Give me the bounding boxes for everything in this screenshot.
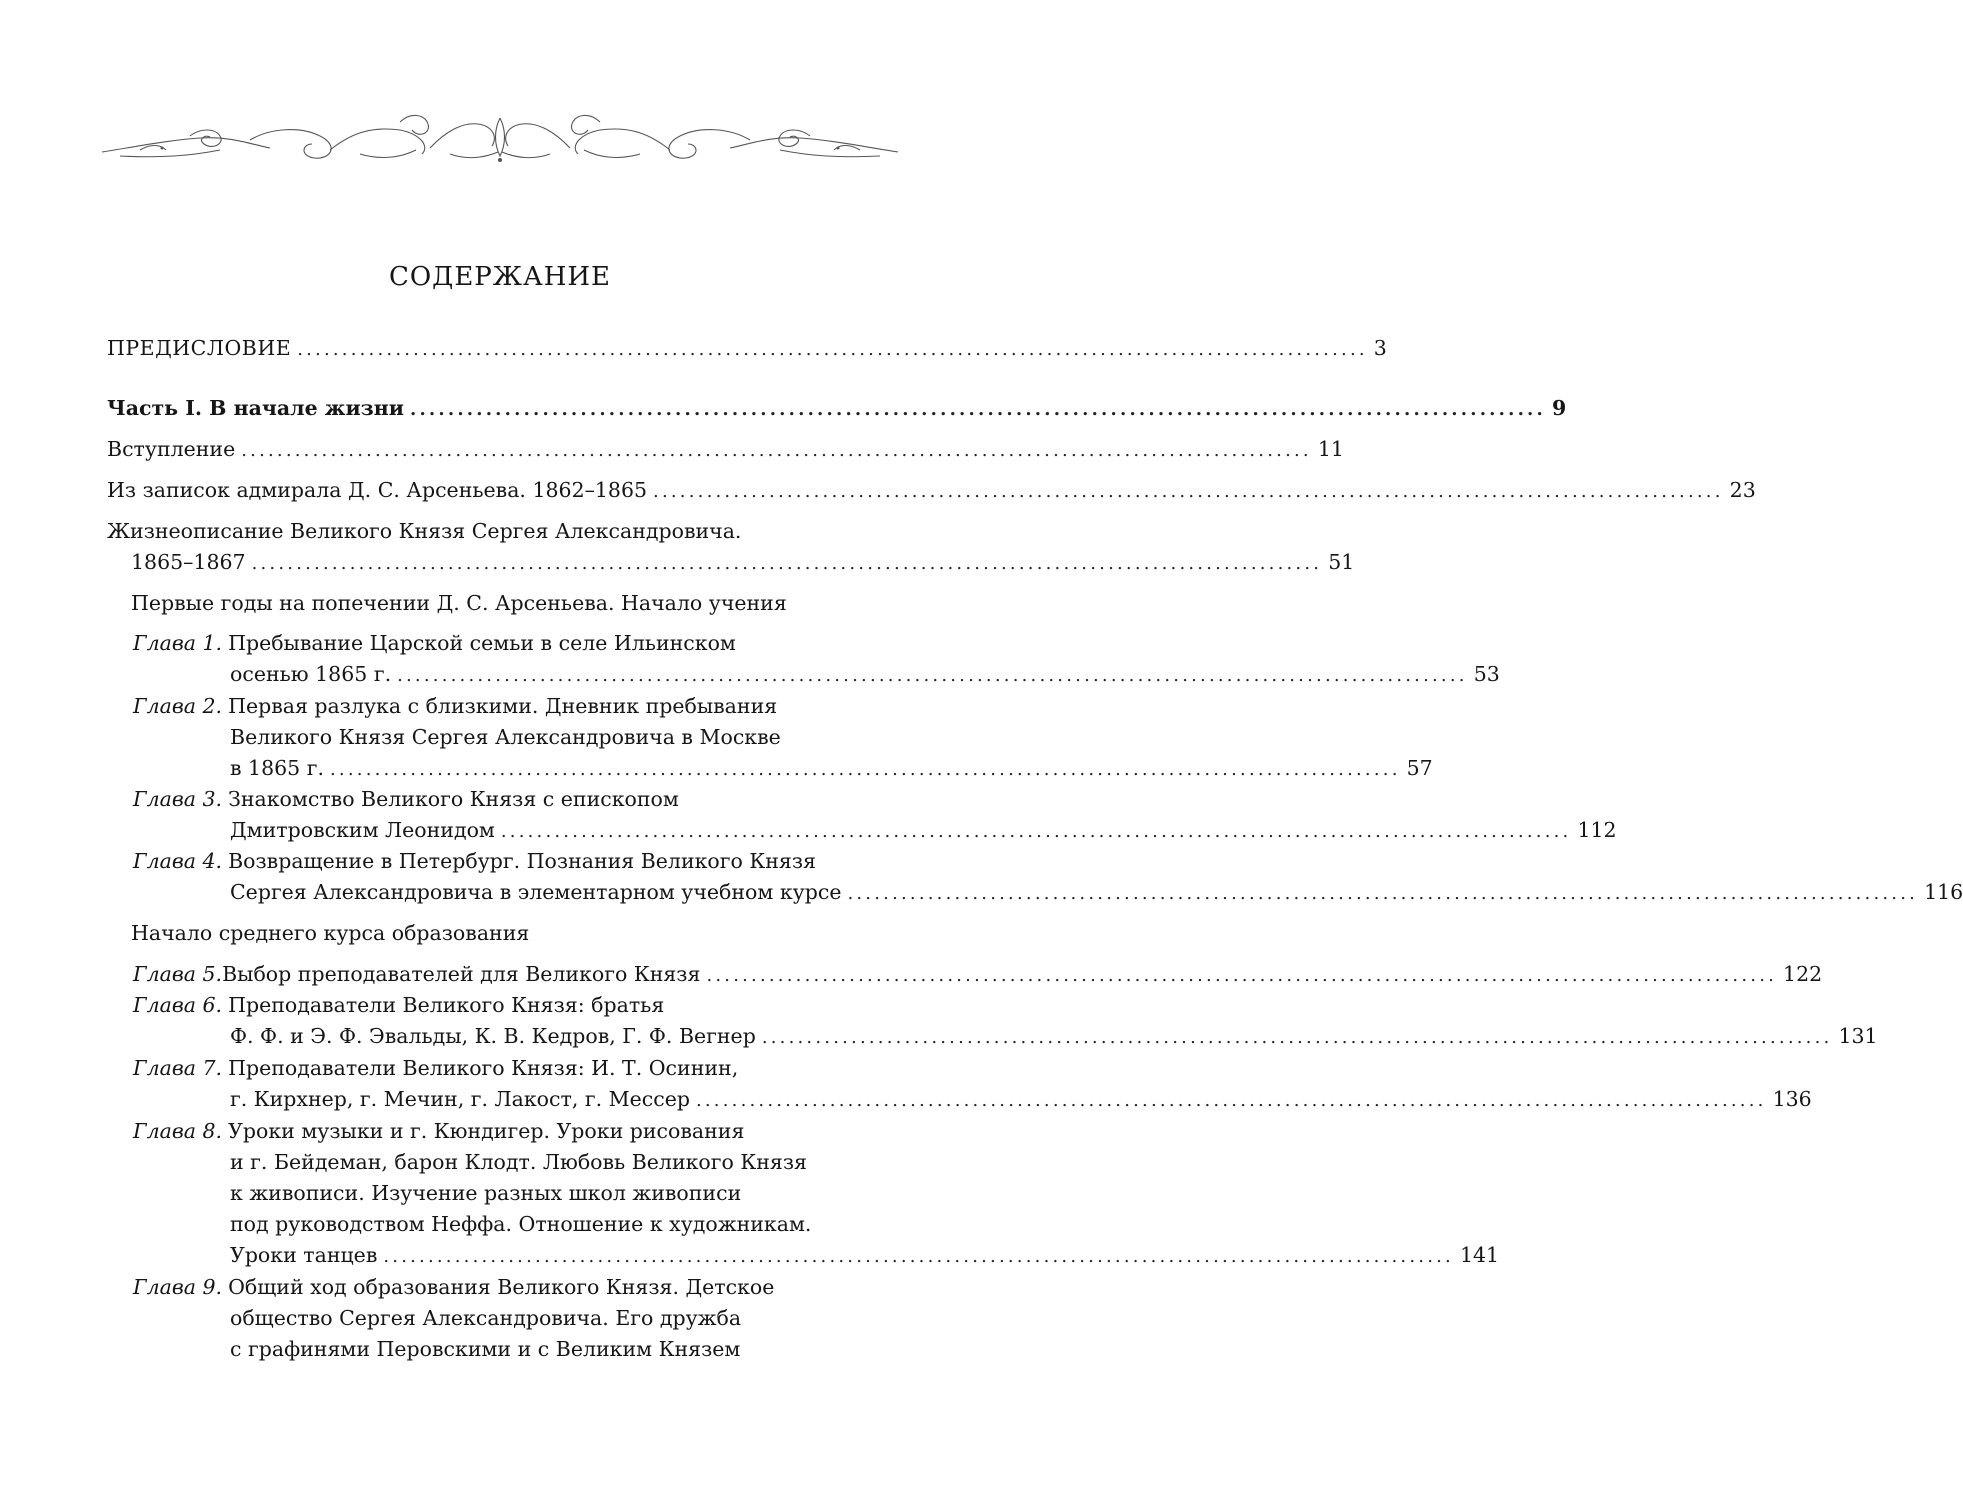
- toc-entry-text: Первая разлука с близкими. Дневник пребывания: [228, 694, 778, 718]
- leader-dots: ........................................................................................................................: [847, 883, 1919, 904]
- toc-page-number: 141: [1459, 1243, 1500, 1267]
- toc-entry-text: Первые годы на попечении Д. С. Арсеньева. Начало учения: [131, 591, 787, 615]
- toc-subsection-heading: [131, 916, 529, 950]
- toc-chapter-continuation: [230, 720, 781, 754]
- toc-entry-text: Знакомство Великого Князя с епископом: [228, 787, 679, 811]
- chapter-label: Глава 7.: [133, 1056, 223, 1080]
- toc-page-number: 3: [1373, 336, 1387, 360]
- chapter-label: Глава 4.: [133, 849, 223, 873]
- leader-dots: ........................................................................................................................: [241, 440, 1312, 461]
- toc-entry-text: Уроки танцев: [230, 1243, 378, 1267]
- toc-entry-text: Общий ход образования Великого Князя. Детское: [228, 1275, 775, 1299]
- toc-part-heading: [107, 391, 1567, 425]
- toc-chapter-continuation: [230, 1176, 741, 1210]
- toc-chapter-continuation: [230, 1082, 1812, 1116]
- toc-entry-text: осенью 1865 г.: [230, 662, 392, 686]
- chapter-label: Глава 9.: [133, 1275, 223, 1299]
- page-title: СОДЕРЖАНИЕ: [388, 262, 612, 292]
- chapter-label: Глава 3.: [133, 787, 223, 811]
- toc-chapter-continuation: [230, 875, 1963, 909]
- chapter-label: Глава 6.: [133, 993, 223, 1017]
- toc-chapter: [133, 957, 1823, 991]
- toc-entry-preface: [107, 331, 1387, 365]
- toc-entry: [107, 473, 1756, 507]
- toc-entry: [107, 514, 741, 548]
- toc-chapter: [133, 1114, 744, 1148]
- toc-entry-text: Преподаватели Великого Князя: И. Т. Осинин,: [228, 1056, 739, 1080]
- toc-entry-text: в 1865 г.: [230, 756, 325, 780]
- toc-entry-text: Начало среднего курса образования: [131, 921, 530, 945]
- leader-dots: ........................................................................................................................: [761, 1027, 1833, 1048]
- toc-page-number: 51: [1328, 550, 1355, 574]
- toc-chapter-continuation: [230, 751, 1433, 785]
- toc-entry-text: г. Кирхнер, г. Мечин, г. Лакост, г. Мессер: [230, 1087, 690, 1111]
- toc-entry: [107, 432, 1344, 466]
- toc-entry-text: 1865–1867: [131, 550, 246, 574]
- toc-entry-text: Жизнеописание Великого Князя Сергея Александровича.: [107, 519, 742, 543]
- toc-chapter: [133, 689, 777, 723]
- toc-page-number: 131: [1838, 1024, 1878, 1048]
- toc-entry-text: Из записок адмирала Д. С. Арсеньева. 1862–1865: [107, 478, 648, 502]
- toc-chapter-continuation: [230, 1207, 811, 1241]
- toc-chapter: [133, 626, 736, 660]
- toc-entry-text: общество Сергея Александровича. Его дружба: [230, 1306, 742, 1330]
- toc-chapter-continuation: [230, 1238, 1500, 1272]
- leader-dots: ........................................................................................................................: [653, 481, 1724, 502]
- toc-entry-text: под руководством Неффа. Отношение к художникам.: [230, 1212, 812, 1236]
- toc-entry-text: с графинями Перовскими и с Великим Князем: [230, 1337, 741, 1361]
- leader-dots: ........................................................................................................................: [397, 665, 1468, 686]
- toc-entry-text: Уроки музыки и г. Кюндигер. Уроки рисования: [228, 1119, 745, 1143]
- chapter-label: Глава 5.: [133, 962, 223, 986]
- toc-entry-text: Великого Князя Сергея Александровича в Москве: [230, 725, 781, 749]
- toc-page-number: 116: [1924, 880, 1963, 904]
- toc-chapter-continuation: [230, 1301, 741, 1335]
- toc-chapter: [133, 782, 679, 816]
- toc-entry-text: Ф. Ф. и Э. Ф. Эвальды, К. В. Кедров, Г. Ф. Вегнер: [230, 1024, 756, 1048]
- leader-dots: ........................................................................................................................: [409, 399, 1546, 420]
- leader-dots: ........................................................................................................................: [706, 965, 1778, 986]
- leader-dots: ........................................................................................................................: [500, 821, 1572, 842]
- toc-chapter: [133, 988, 664, 1022]
- toc-page-number: 122: [1783, 962, 1823, 986]
- chapter-label: Глава 2.: [133, 694, 223, 718]
- leader-dots: ........................................................................................................................: [383, 1246, 1454, 1267]
- toc-entry-continuation: [131, 545, 1355, 579]
- toc-page-number: 57: [1406, 756, 1433, 780]
- toc-entry-text: Сергея Александровича в элементарном учебном курсе: [230, 880, 842, 904]
- leader-dots: ........................................................................................................................: [251, 553, 1323, 574]
- toc-chapter-continuation: [230, 813, 1617, 847]
- toc-chapter: [133, 1270, 774, 1304]
- chapter-label: Глава 8.: [133, 1119, 223, 1143]
- toc-entry-text: к живописи. Изучение разных школ живописи: [230, 1181, 742, 1205]
- toc-page-number: 53: [1473, 662, 1500, 686]
- toc-page-number: 11: [1317, 437, 1344, 461]
- toc-entry-text: Часть I. В начале жизни: [107, 396, 404, 420]
- toc-subsection-heading: [131, 586, 787, 620]
- toc-chapter-continuation: [230, 1145, 807, 1179]
- toc-chapter: [133, 844, 816, 878]
- leader-dots: ........................................................................................................................: [695, 1090, 1767, 1111]
- toc-entry-text: Выбор преподавателей для Великого Князя: [222, 962, 701, 986]
- toc-page-number: 23: [1729, 478, 1756, 502]
- toc-chapter: [133, 1051, 738, 1085]
- toc-page-number: 136: [1772, 1087, 1812, 1111]
- chapter-label: Глава 1.: [133, 631, 223, 655]
- toc-entry-text: Пребывание Царской семьи в селе Ильинском: [228, 631, 736, 655]
- leader-dots: ........................................................................................................................: [297, 339, 1368, 360]
- toc-entry-text: Дмитровским Леонидом: [230, 818, 495, 842]
- toc-entry-text: Вступление: [107, 437, 236, 461]
- toc-chapter-continuation: [230, 1332, 740, 1366]
- toc-page-number: 9: [1551, 396, 1567, 420]
- toc-chapter-continuation: [230, 657, 1500, 691]
- toc-chapter-continuation: [230, 1019, 1878, 1053]
- toc-entry-text: и г. Бейдеман, барон Клодт. Любовь Великого Князя: [230, 1150, 807, 1174]
- leader-dots: ........................................................................................................................: [330, 759, 1401, 780]
- toc-entry-text: ПРЕДИСЛОВИЕ: [107, 336, 292, 360]
- toc-entry-text: Преподаватели Великого Князя: братья: [228, 993, 665, 1017]
- toc-page-number: 112: [1577, 818, 1617, 842]
- toc-entry-text: Возвращение в Петербург. Познания Великого Князя: [228, 849, 816, 873]
